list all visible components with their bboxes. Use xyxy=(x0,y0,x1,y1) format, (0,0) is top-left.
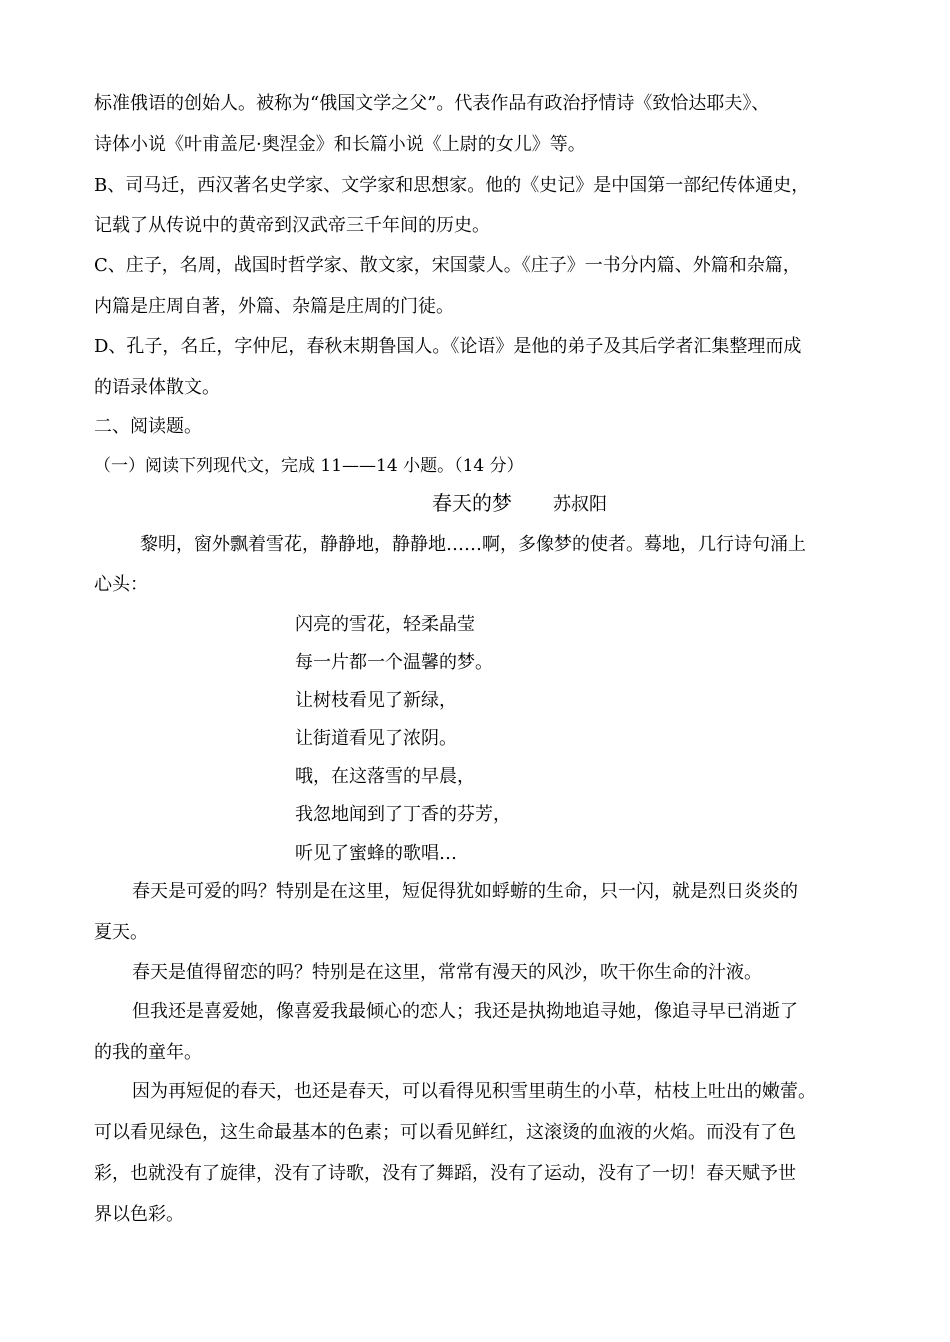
article-title: 春天的梦 xyxy=(432,491,512,515)
text-line: 内篇是庄周自著，外篇、杂篇是庄周的门徒。 xyxy=(94,296,454,317)
poem-line: 每一片都一个温馨的梦。 xyxy=(295,652,493,673)
option-b-line: B、司马迁，西汉著名史学家、文学家和思想家。他的《史记》是中国第一部纪传体通史， xyxy=(94,175,810,196)
paragraph-line: 可以看见绿色，这生命最基本的色素；可以看见鲜红，这滚烫的血液的火焰。而没有了色 xyxy=(94,1122,796,1143)
text-line: 标准俄语的创始人。被称为“俄国文学之父”。代表作品有政治抒情诗《致恰达耶夫》、 xyxy=(94,93,770,114)
paragraph-line: 夏天。 xyxy=(94,922,148,943)
poem-line: 让街道看见了浓阴。 xyxy=(295,728,457,749)
intro-line: 心头： xyxy=(94,574,148,595)
option-d-line: D、孔子，名丘，字仲尼，春秋末期鲁国人。《论语》是他的弟子及其后学者汇集整理而成 xyxy=(94,336,802,357)
paragraph-line: 春天是可爱的吗？特别是在这里，短促得犹如蜉蝣的生命，只一闪，就是烈日炎炎的 xyxy=(132,881,798,902)
section-heading: 二、阅读题。 xyxy=(94,416,202,437)
poem-line: 哦，在这落雪的早晨， xyxy=(295,766,475,787)
paragraph-line: 因为再短促的春天，也还是春天，可以看得见积雪里萌生的小草，枯枝上吐出的嫩蕾。 xyxy=(132,1081,816,1102)
text-line: 记载了从传说中的黄帝到汉武帝三千年间的历史。 xyxy=(94,215,490,236)
article-author: 苏叔阳 xyxy=(553,494,607,515)
paragraph-line: 界以色彩。 xyxy=(94,1204,184,1225)
question-instruction: （一）阅读下列现代文，完成 11——14 小题。（14 分） xyxy=(94,456,524,476)
poem-line: 我忽地闻到了丁香的芬芳， xyxy=(295,804,511,825)
paragraph-line: 但我还是喜爱她，像喜爱我最倾心的恋人；我还是执拗地追寻她，像追寻早已消逝了 xyxy=(132,1001,798,1022)
poem-line: 闪亮的雪花，轻柔晶莹 xyxy=(295,614,475,635)
poem-line: 让树枝看见了新绿， xyxy=(295,690,457,711)
option-c-line: C、庄子，名周，战国时哲学家、散文家，宋国蒙人。《庄子》一书分内篇、外篇和杂篇， xyxy=(94,255,801,276)
text-line: 诗体小说《叶甫盖尼·奥涅金》和长篇小说《上尉的女儿》等。 xyxy=(94,134,586,155)
intro-line: 黎明，窗外飘着雪花，静静地，静静地……啊，多像梦的使者。蓦地，几行诗句涌上 xyxy=(140,534,806,555)
text-line: 的语录体散文。 xyxy=(94,377,220,398)
paragraph-line: 彩，也就没有了旋律，没有了诗歌，没有了舞蹈，没有了运动，没有了一切！春天赋予世 xyxy=(94,1163,796,1184)
poem-line: 听见了蜜蜂的歌唱… xyxy=(295,843,457,864)
paragraph-line: 的我的童年。 xyxy=(94,1042,202,1063)
paragraph-line: 春天是值得留恋的吗？特别是在这里，常常有漫天的风沙，吹干你生命的汁液。 xyxy=(132,962,762,983)
